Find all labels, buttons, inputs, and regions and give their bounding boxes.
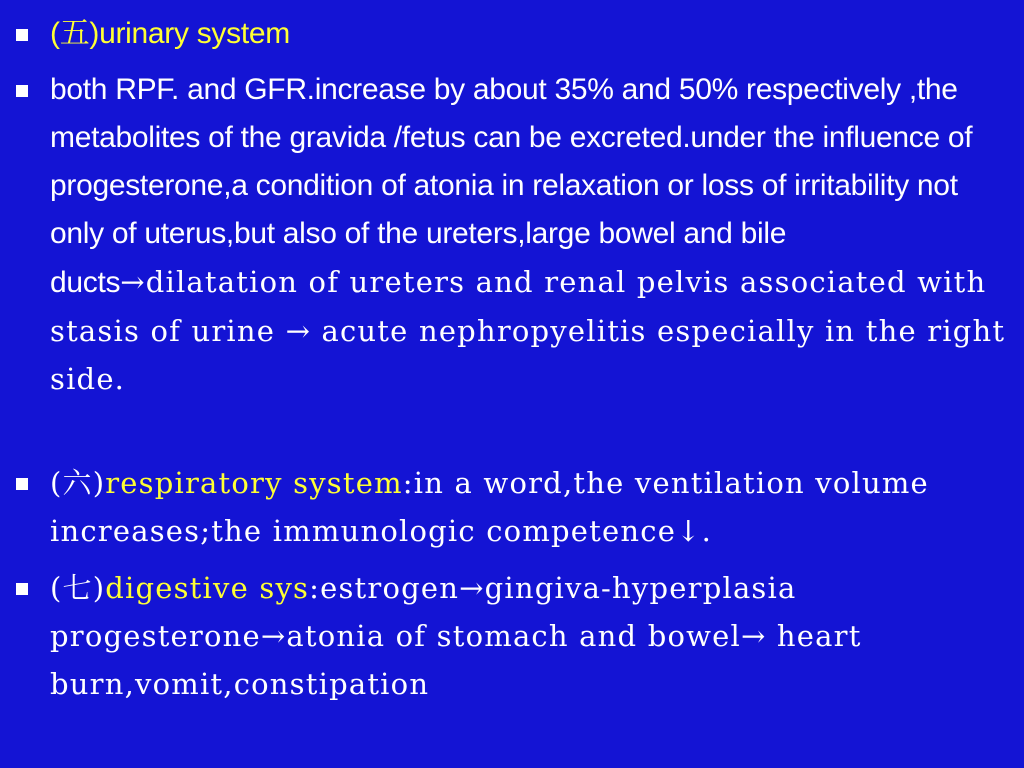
section-prefix: (六) xyxy=(50,466,106,500)
bullet-text xyxy=(50,459,1015,555)
right-arrow-icon: → xyxy=(741,619,767,653)
section-prefix: (七) xyxy=(50,571,106,605)
section-text: :estrogen xyxy=(309,571,460,605)
section-text: gingiva-hyperplasia progesterone xyxy=(50,571,797,653)
bullet-text xyxy=(50,564,1015,708)
section-title: urinary system xyxy=(99,17,290,50)
right-arrow-icon: → xyxy=(459,571,485,605)
right-arrow-icon: → xyxy=(120,265,146,299)
bullet-text xyxy=(50,66,1015,403)
section-prefix: (五) xyxy=(50,17,100,50)
section-text: . xyxy=(701,514,712,548)
square-bullet-icon xyxy=(16,583,28,595)
bullet-text xyxy=(50,10,1015,58)
down-arrow-icon: ↓ xyxy=(676,514,702,548)
section-title: respiratory system xyxy=(105,466,403,500)
section-text: heart burn,vomit,constipation xyxy=(50,619,862,701)
section-text: :in a word,the ventilation volume increases;the immunologic competence xyxy=(50,466,929,548)
square-bullet-icon xyxy=(16,85,28,97)
paragraph-serif-text: acute nephropyelitis especially in the right side. xyxy=(50,314,1006,396)
right-arrow-icon: → xyxy=(285,314,312,348)
section-text: atonia of stomach and bowel xyxy=(286,619,742,653)
square-bullet-icon xyxy=(16,478,28,490)
paragraph-serif-text: dilatation of ureters and renal pelvis associated with stasis of urine xyxy=(50,265,987,348)
right-arrow-icon: → xyxy=(260,619,287,653)
section-title: digestive sys xyxy=(105,571,310,605)
paragraph-sans-text: both RPF. and GFR.increase by about 35% and 50% respectively ,the metabolites of the gravida /fetus can be excreted.under the influence of progesterone,a condition of atonia in relaxation or loss of irritability not only of uterus,but also of the ureters,large bowel and bile ducts xyxy=(50,73,973,299)
square-bullet-icon xyxy=(16,29,28,41)
